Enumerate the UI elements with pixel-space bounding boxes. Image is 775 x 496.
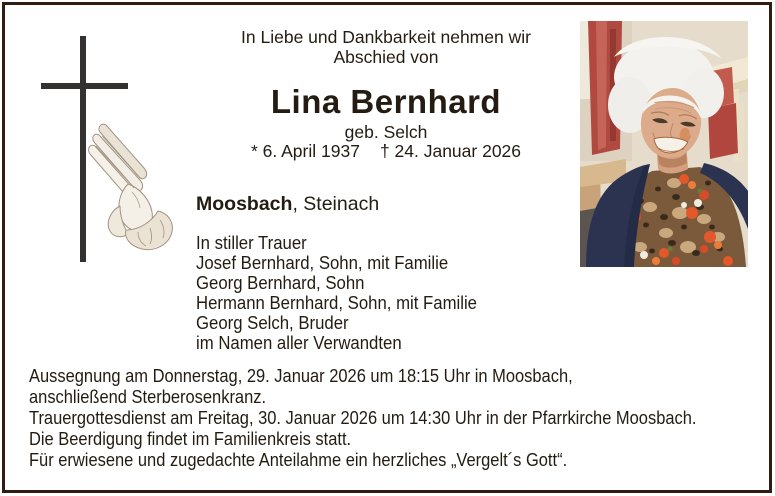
maiden-name: geb. Selch — [344, 122, 428, 142]
intro-line-2: Abschied von — [333, 47, 439, 67]
service-info-line: anschließend Sterberosenkranz. — [29, 386, 267, 407]
service-info-line: Für erwiesene und zugedachte Anteilahme ein herzliches „Vergelt´s Gott“. — [29, 449, 568, 470]
portrait-photo — [580, 21, 748, 267]
birth-date: * 6. April 1937 — [250, 141, 360, 161]
service-info-line: Aussegnung am Donnerstag, 29. Januar 2026 um 18:15 Uhr in Moosbach, — [29, 365, 573, 386]
deceased-name: Lina Bernhard — [270, 83, 502, 120]
mourner-line: Hermann Bernhard, Sohn, mit Familie — [196, 293, 477, 313]
service-info-block — [29, 365, 775, 470]
mourners-block — [196, 233, 477, 353]
cross-horizontal-bar — [41, 83, 128, 89]
mourner-line: Georg Selch, Bruder — [196, 313, 349, 333]
mourning-intro: In stiller Trauer — [196, 233, 307, 253]
mourner-line: Georg Bernhard, Sohn — [196, 273, 365, 293]
mourner-line: im Namen aller Verwandten — [196, 333, 402, 353]
mourner-line: Josef Bernhard, Sohn, mit Familie — [196, 253, 449, 273]
location-primary: Moosbach — [196, 193, 293, 215]
intro-line-1: In Liebe und Dankbarkeit nehmen wir — [241, 27, 531, 47]
life-dates — [190, 141, 582, 162]
praying-hands-icon — [86, 122, 178, 252]
location-secondary: , Steinach — [292, 193, 380, 215]
service-info-line: Die Beerdigung findet im Familienkreis statt. — [29, 428, 352, 449]
location-line — [196, 193, 379, 216]
death-date: † 24. Januar 2026 — [379, 141, 522, 161]
service-info-line: Trauergottesdienst am Freitag, 30. Januar 2026 um 14:30 Uhr in der Pfarrkirche Moosbach. — [29, 407, 697, 428]
